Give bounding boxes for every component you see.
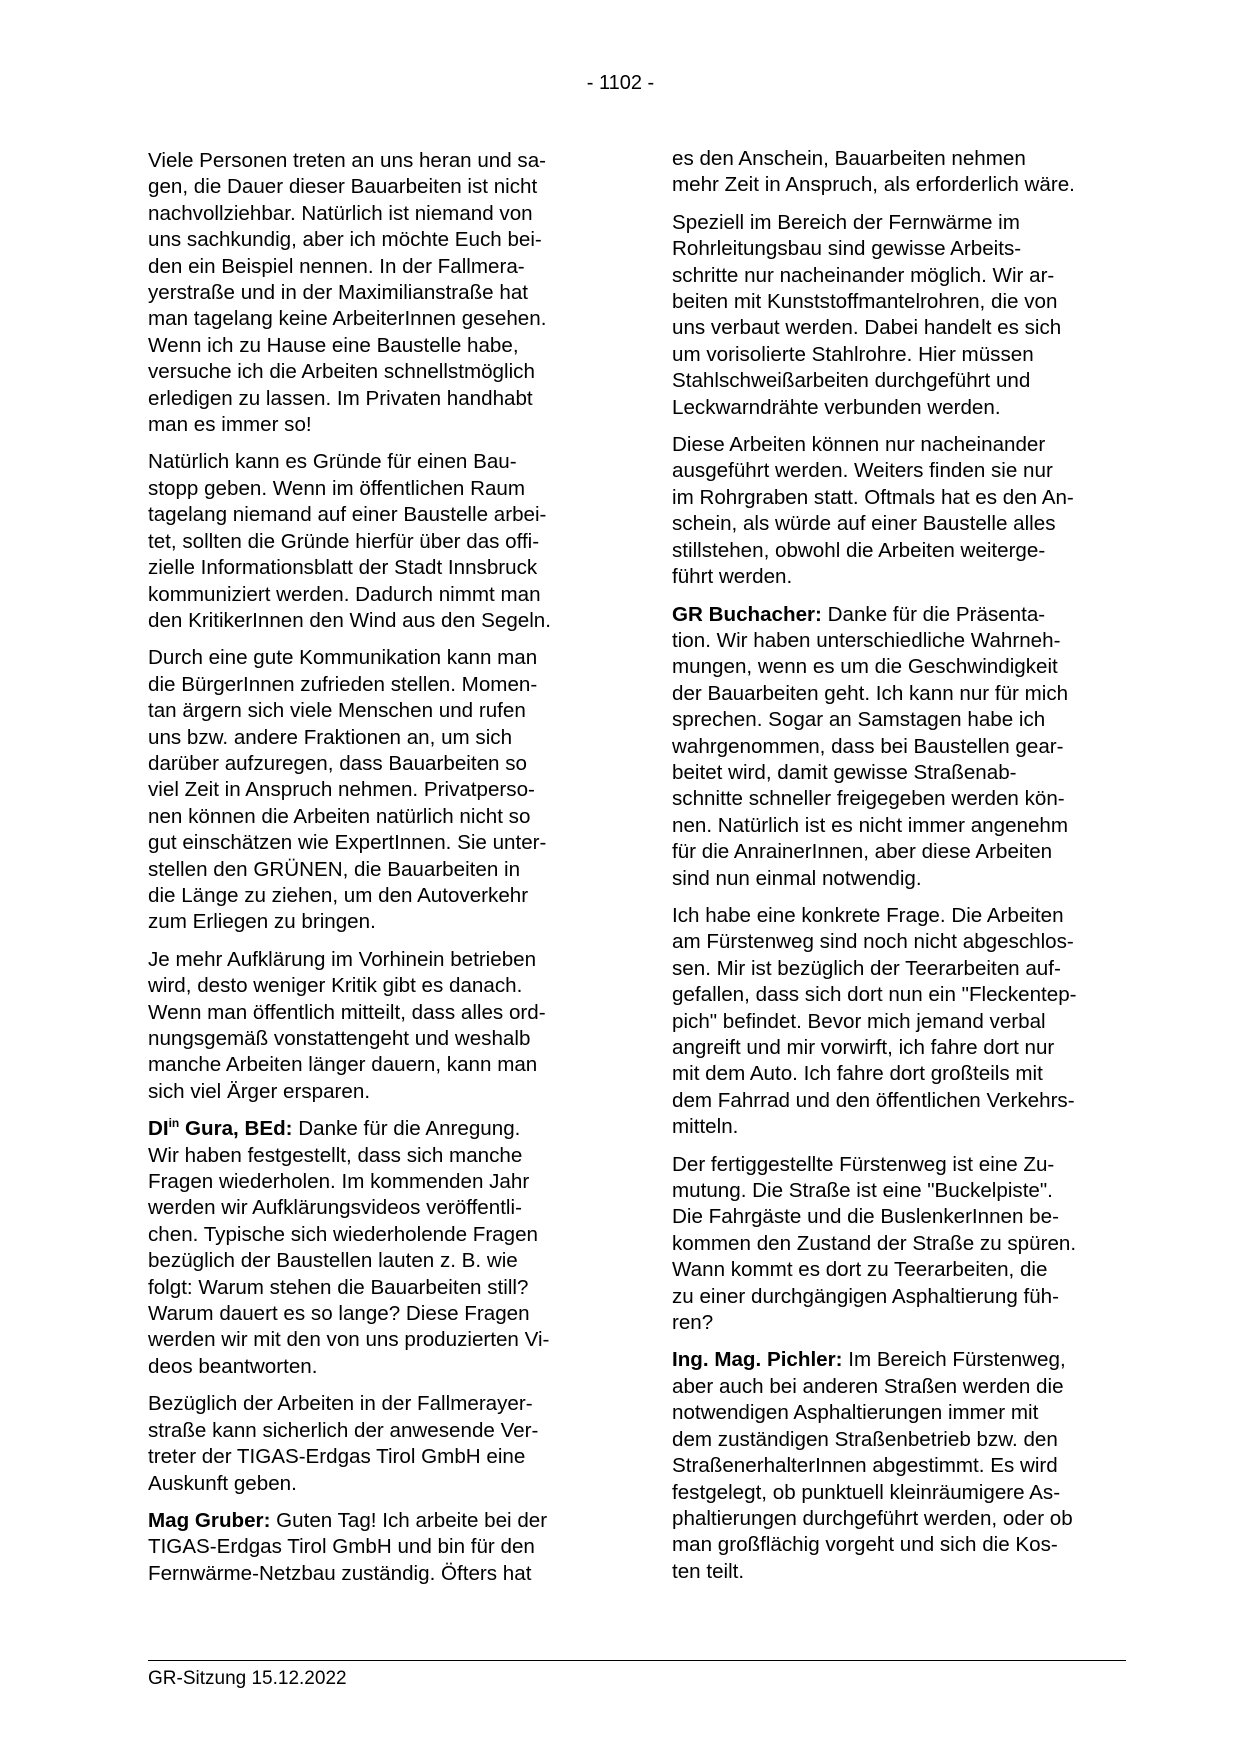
speech-start: Im Bereich Fürstenweg,: [842, 1348, 1066, 1372]
text-line: den ein Beispiel nennen. In der Fallmera-: [148, 254, 525, 278]
right-column: [672, 146, 1122, 1596]
text-line: gen, die Dauer dieser Bauarbeiten ist nicht: [148, 175, 538, 199]
speaker-surname: Gura, BEd:: [179, 1117, 293, 1141]
paragraph: [672, 602, 1122, 892]
text-line: Ich habe eine konkrete Frage. Die Arbeiten: [672, 903, 1064, 927]
text-line: Fernwärme-Netzbau zuständig. Öfters hat: [148, 1561, 532, 1585]
text-line: Fragen wiederholen. Im kommenden Jahr: [148, 1170, 530, 1194]
text-line: Natürlich kann es Gründe für einen Bau-: [148, 450, 517, 474]
speaker-name: GR Buchacher:: [672, 602, 822, 626]
text-line: schein, als würde auf einer Baustelle alles: [672, 512, 1056, 536]
text-line: darüber aufzuregen, dass Bauarbeiten so: [148, 751, 527, 775]
text-line: Auskunft geben.: [148, 1471, 297, 1495]
text-line: ren?: [672, 1311, 714, 1335]
text-line: uns sachkundig, aber ich möchte Euch bei-: [148, 228, 542, 252]
text-line: [672, 602, 1122, 628]
text-line: kommuniziert werden. Dadurch nimmt man: [148, 582, 541, 606]
text-line: für die AnrainerInnen, aber diese Arbeiten: [672, 840, 1053, 864]
text-line: uns bzw. andere Fraktionen an, um sich: [148, 725, 513, 749]
text-line: Der fertiggestellte Fürstenweg ist eine Zu-: [672, 1152, 1055, 1176]
text-line: manche Arbeiten länger dauern, kann man: [148, 1053, 538, 1077]
text-line: tion. Wir haben unterschiedliche Wahrneh-: [672, 628, 1061, 652]
text-line: werden wir Aufklärungsvideos veröffentli-: [148, 1196, 522, 1220]
text-line: nungsgemäß vonstattengeht und weshalb: [148, 1027, 531, 1050]
text-line: mungen, wenn es um die Geschwindigkeit: [672, 655, 1058, 679]
text-line: es den Anschein, Bauarbeiten nehmen: [672, 147, 1026, 170]
footer-divider: [148, 1660, 1126, 1661]
text-line: Speziell im Bereich der Fernwärme im: [672, 210, 1020, 234]
text-line: zum Erliegen zu bringen.: [148, 910, 376, 934]
text-line: dem zuständigen Straßenbetrieb bzw. den: [672, 1427, 1058, 1451]
text-line: angreift und mir vorwirft, ich fahre dort nur: [672, 1036, 1055, 1059]
text-line: gefallen, dass sich dort nun ein "Fleckentep-: [672, 983, 1077, 1007]
speaker-title-superscript: in: [168, 1116, 180, 1131]
text-line: mit dem Auto. Ich fahre dort großteils mit: [672, 1062, 1043, 1086]
footer-session-date: GR-Sitzung 15.12.2022: [148, 1668, 347, 1689]
text-line: beitet wird, damit gewisse Straßenab-: [672, 760, 1017, 784]
text-line: stillstehen, obwohl die Arbeiten weiterge-: [672, 538, 1046, 562]
speaker-name: [148, 1117, 293, 1140]
text-line: man tagelang keine ArbeiterInnen gesehen.: [148, 307, 547, 331]
paragraph: [672, 1152, 1122, 1337]
text-line: chen. Typische sich wiederholende Fragen: [148, 1222, 538, 1246]
paragraph: [148, 645, 598, 935]
text-line: deos beantworten.: [148, 1354, 318, 1378]
text-line: gut einschätzen wie ExpertInnen. Sie unter-: [148, 831, 547, 855]
text-line: yerstraße und in der Maximilianstraße hat: [148, 281, 528, 305]
text-line: festgelegt, ob punktuell kleinräumigere As-: [672, 1480, 1061, 1504]
text-line: nen. Natürlich ist es nicht immer angenehm: [672, 813, 1069, 837]
text-line: schritte nur nacheinander möglich. Wir ar-: [672, 263, 1055, 287]
text-line: TIGAS-Erdgas Tirol GmbH und bin für den: [148, 1535, 535, 1559]
paragraph: [148, 947, 598, 1105]
text-line: [148, 1116, 598, 1142]
speaker-name: Ing. Mag. Pichler:: [672, 1348, 843, 1372]
text-line: man großflächig vorgeht und sich die Kos-: [672, 1533, 1058, 1557]
text-line: Wenn man öffentlich mitteilt, dass alles ord-: [148, 1000, 546, 1024]
text-line: schnitte schneller freigegeben werden kön-: [672, 787, 1065, 811]
left-column: [148, 148, 598, 1598]
text-line: bezüglich der Baustellen lauten z. B. wie: [148, 1249, 518, 1273]
text-line: tan ärgern sich viele Menschen und rufen: [148, 699, 526, 723]
text-line: ausgeführt werden. Weiters finden sie nur: [672, 459, 1053, 483]
speech-start: Danke für die Anregung.: [292, 1117, 521, 1141]
text-line: Stahlschweißarbeiten durchgeführt und: [672, 369, 1031, 393]
text-line: beiten mit Kunststoffmantelrohren, die von: [672, 290, 1058, 314]
paragraph: [672, 432, 1122, 590]
text-line: zielle Informationsblatt der Stadt Innsbruck: [148, 556, 538, 580]
text-line: dem Fahrrad und den öffentlichen Verkehrs-: [672, 1088, 1075, 1112]
paragraph: [672, 210, 1122, 421]
text-line: tagelang niemand auf einer Baustelle arbei-: [148, 503, 547, 527]
paragraph: [148, 449, 598, 634]
text-line: sprechen. Sogar an Samstagen habe ich: [672, 708, 1046, 732]
text-line: der Bauarbeiten geht. Ich kann nur für mich: [672, 681, 1069, 705]
text-line: im Rohrgraben statt. Oftmals hat es den An-: [672, 485, 1074, 509]
text-line: Diese Arbeiten können nur nacheinander: [672, 433, 1046, 457]
text-line: am Fürstenweg sind noch nicht abgeschlos-: [672, 930, 1074, 954]
paragraph: [672, 1347, 1122, 1585]
speech-start: Danke für die Präsenta-: [821, 602, 1046, 626]
text-line: sich viel Ärger ersparen.: [148, 1079, 371, 1103]
speaker-name: Mag Gruber:: [148, 1508, 271, 1532]
text-line: Wenn ich zu Hause eine Baustelle habe,: [148, 333, 519, 357]
text-line: aber auch bei anderen Straßen werden die: [672, 1374, 1064, 1398]
speaker-title: DI: [148, 1117, 169, 1141]
text-line: die Länge zu ziehen, um den Autoverkehr: [148, 883, 529, 907]
text-line: nachvollziehbar. Natürlich ist niemand von: [148, 201, 533, 225]
text-line: kommen den Zustand der Straße zu spüren.: [672, 1231, 1077, 1255]
text-line: versuche ich die Arbeiten schnellstmöglich: [148, 360, 535, 384]
text-line: pich" befindet. Bevor mich jemand verbal: [672, 1009, 1046, 1033]
text-line: Je mehr Aufklärung im Vorhinein betrieben: [148, 947, 537, 971]
page-number: - 1102 -: [586, 72, 655, 94]
text-line: tet, sollten die Gründe hierfür über das offi-: [148, 529, 540, 553]
text-line: führt werden.: [672, 565, 793, 589]
text-line: notwendigen Asphaltierungen immer mit: [672, 1401, 1039, 1425]
text-line: [672, 1347, 1122, 1373]
text-line: phaltierungen durchgeführt werden, oder ob: [672, 1506, 1073, 1530]
text-line: Bezüglich der Arbeiten in der Fallmerayer-: [148, 1392, 533, 1416]
text-line: Durch eine gute Kommunikation kann man: [148, 646, 538, 670]
paragraph: [672, 903, 1122, 1141]
paragraph: [148, 1391, 598, 1497]
text-line: sind nun einmal notwendig.: [672, 866, 922, 890]
text-line: straße kann sicherlich der anwesende Ver-: [148, 1418, 539, 1442]
text-line: mehr Zeit in Anspruch, als erforderlich wäre.: [672, 173, 1075, 197]
text-line: Leckwarndrähte verbunden werden.: [672, 395, 1001, 419]
text-line: folgt: Warum stehen die Bauarbeiten still?: [148, 1275, 529, 1299]
text-line: erledigen zu lassen. Im Privaten handhabt: [148, 386, 533, 410]
text-line: [148, 1508, 598, 1534]
text-line: Warum dauert es so lange? Diese Fragen: [148, 1302, 530, 1326]
text-line: Die Fahrgäste und die BuslenkerInnen be-: [672, 1205, 1059, 1229]
text-line: man es immer so!: [148, 413, 312, 437]
paragraph: [672, 146, 1122, 199]
text-line: Wir haben festgestellt, dass sich manche: [148, 1143, 523, 1167]
paragraph: [148, 1508, 598, 1587]
text-line: die BürgerInnen zufrieden stellen. Momen-: [148, 672, 538, 696]
speech-start: Guten Tag! Ich arbeite bei der: [270, 1508, 548, 1532]
text-line: Rohrleitungsbau sind gewisse Arbeits-: [672, 237, 1022, 261]
text-line: mitteln.: [672, 1115, 739, 1139]
text-line: stopp geben. Wenn im öffentlichen Raum: [148, 476, 526, 500]
text-line: Wann kommt es dort zu Teerarbeiten, die: [672, 1258, 1048, 1282]
text-line: um vorisolierte Stahlrohre. Hier müssen: [672, 342, 1034, 366]
text-line: sen. Mir ist bezüglich der Teerarbeiten auf-: [672, 956, 1061, 980]
text-line: ten teilt.: [672, 1559, 745, 1583]
text-line: treter der TIGAS-Erdgas Tirol GmbH eine: [148, 1445, 526, 1469]
text-line: nen können die Arbeiten natürlich nicht so: [148, 804, 531, 828]
text-line: Viele Personen treten an uns heran und sa-: [148, 149, 547, 172]
text-line: zu einer durchgängigen Asphaltierung füh-: [672, 1284, 1059, 1308]
text-line: uns verbaut werden. Dabei handelt es sich: [672, 316, 1062, 340]
paragraph: [148, 148, 598, 438]
paragraph: [148, 1116, 598, 1380]
text-line: StraßenerhalterInnen abgestimmt. Es wird: [672, 1454, 1058, 1478]
text-line: wird, desto weniger Kritik gibt es danach.: [148, 974, 523, 998]
text-line: viel Zeit in Anspruch nehmen. Privatperso-: [148, 778, 535, 802]
text-line: den KritikerInnen den Wind aus den Segeln.: [148, 608, 551, 632]
text-line: stellen den GRÜNEN, die Bauarbeiten in: [148, 857, 521, 881]
text-line: wahrgenommen, dass bei Baustellen gear-: [672, 734, 1064, 758]
text-line: mutung. Die Straße ist eine "Buckelpiste".: [672, 1179, 1053, 1203]
text-line: werden wir mit den von uns produzierten Vi-: [148, 1328, 550, 1352]
